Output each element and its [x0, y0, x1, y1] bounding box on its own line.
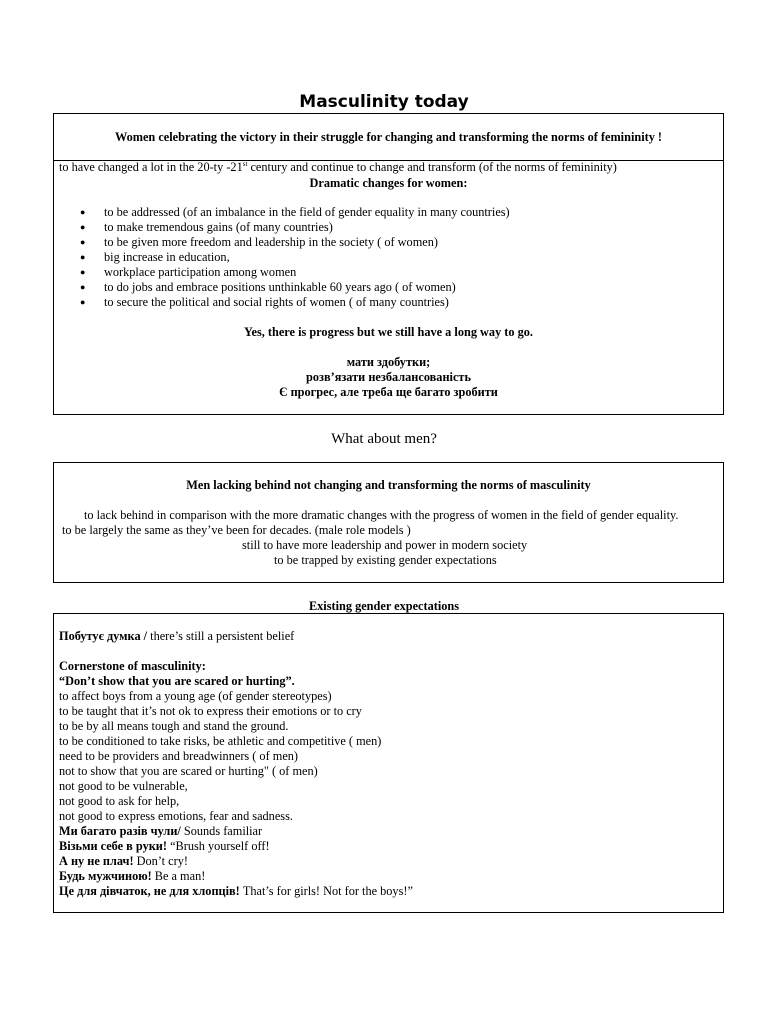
men-line: to be trapped by existing gender expectations: [274, 553, 497, 567]
men-box-header: Men lacking behind not changing and transforming the norms of masculinity: [186, 478, 591, 492]
phrase-line: Візьми себе в руки! “Brush yourself off!: [59, 839, 270, 853]
list-item: to be by all means tough and stand the ground.: [59, 719, 289, 733]
bullet-icon: ●: [80, 222, 86, 232]
bullet-icon: ●: [80, 267, 86, 277]
phrase-line: Ми багато разів чули/ Sounds familiar: [59, 824, 263, 838]
page-title: Masculinity today: [299, 92, 469, 112]
ua-line: Є прогрес, але треба ще багато зробити: [279, 385, 498, 399]
list-item: workplace participation among women: [104, 265, 297, 279]
section-heading-men: What about men?: [331, 431, 437, 447]
bullet-icon: ●: [80, 207, 86, 217]
cornerstone-heading: Cornerstone of masculinity:: [59, 659, 206, 673]
cornerstone-quote: “Don’t show that you are scared or hurting”.: [59, 674, 295, 688]
list-item: big increase in education,: [104, 250, 230, 264]
phrase-line: Будь мужчиною! Be a man!: [59, 869, 206, 883]
list-item: not to show that you are scared or hurting" ( of men): [59, 764, 318, 778]
progress-statement: Yes, there is progress but we still have a long way to go.: [244, 325, 533, 339]
men-line: to be largely the same as they’ve been for decades. (male role models ): [62, 523, 411, 537]
list-item: not good to be vulnerable,: [59, 779, 188, 793]
list-item: need to be providers and breadwinners ( of men): [59, 749, 299, 763]
list-item: to be addressed (of an imbalance in the field of gender equality in many countries): [104, 205, 510, 219]
ua-line: мати здобутки;: [346, 355, 431, 369]
men-line: still to have more leadership and power in modern society: [242, 538, 528, 552]
phrase-line: А ну не плач! Don’t cry!: [59, 854, 188, 868]
women-subheading: Dramatic changes for women:: [309, 176, 468, 190]
list-item: to secure the political and social rights of women ( of many countries): [104, 295, 449, 309]
list-item: to be taught that it’s not ok to express their emotions or to cry: [59, 704, 362, 718]
women-intro-line: to have changed a lot in the 20-ty -21st century and continue to change and transform (of the norms of femininity): [59, 159, 617, 174]
list-item: not good to express emotions, fear and sadness.: [59, 809, 293, 823]
list-item: to make tremendous gains (of many countries): [104, 220, 333, 234]
list-item: to be conditioned to take risks, be athletic and competitive ( men): [59, 734, 382, 748]
women-box-header: Women celebrating the victory in their struggle for changing and transforming the norms of femininity !: [114, 130, 663, 144]
ua-line: розв’язати незбалансованість: [306, 370, 471, 384]
bullet-icon: ●: [80, 282, 86, 292]
bullet-icon: ●: [80, 237, 86, 247]
bullet-icon: ●: [80, 297, 86, 307]
list-item: to do jobs and embrace positions unthinkable 60 years ago ( of women): [104, 280, 456, 294]
list-item: not good to ask for help,: [59, 794, 180, 808]
bullet-icon: ●: [80, 252, 86, 262]
list-item: to affect boys from a young age (of gender stereotypes): [59, 689, 332, 703]
phrase-line: Це для дівчаток, не для хлопців! That’s for girls! Not for the boys!”: [59, 884, 413, 898]
list-item: to be given more freedom and leadership in the society ( of women): [104, 235, 438, 249]
men-line: to lack behind in comparison with the more dramatic changes with the progress of women in the field of gender equality.: [84, 508, 679, 522]
section-heading-expectations: Existing gender expectations: [308, 599, 460, 613]
belief-line: Побутує думка / there’s still a persistent belief: [59, 629, 295, 643]
